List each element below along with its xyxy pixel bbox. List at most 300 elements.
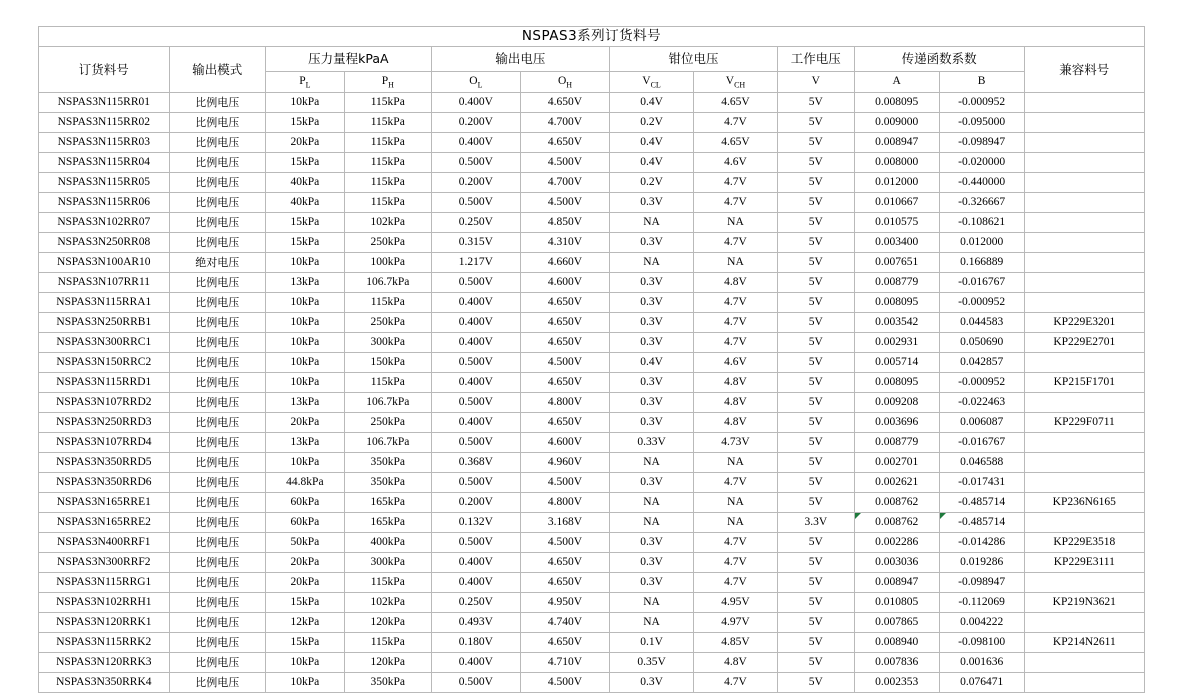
cell-order-no: NSPAS3N165RRE1 (39, 493, 170, 513)
cell-order-no: NSPAS3N115RRG1 (39, 573, 170, 593)
cell-compatible-no: KP236N6165 (1024, 493, 1144, 513)
cell-vch: NA (694, 213, 778, 233)
cell-oh: 4.500V (520, 473, 609, 493)
cell-output-mode: 比例电压 (169, 513, 265, 533)
table-row (39, 233, 1145, 253)
cell-ph: 102kPa (344, 593, 431, 613)
cell-pl: 10kPa (265, 313, 344, 333)
cell-ph: 115kPa (344, 173, 431, 193)
cell-coeff-a: 0.008095 (854, 373, 939, 393)
cell-vcl: NA (610, 593, 694, 613)
cell-working-voltage: 5V (777, 473, 854, 493)
cell-oh: 4.650V (520, 93, 609, 113)
cell-ol: 0.400V (431, 93, 520, 113)
cell-working-voltage: 5V (777, 593, 854, 613)
cell-ph: 400kPa (344, 533, 431, 553)
cell-order-no: NSPAS3N120RRK3 (39, 653, 170, 673)
cell-coeff-a: 0.003696 (854, 413, 939, 433)
cell-order-no: NSPAS3N165RRE2 (39, 513, 170, 533)
cell-pl: 50kPa (265, 533, 344, 553)
cell-ph: 106.7kPa (344, 393, 431, 413)
cell-ol: 0.200V (431, 113, 520, 133)
cell-order-no: NSPAS3N100AR10 (39, 253, 170, 273)
cell-compatible-no (1024, 93, 1144, 113)
cell-vcl: 0.3V (610, 193, 694, 213)
cell-ol: 0.400V (431, 373, 520, 393)
cell-output-mode: 比例电压 (169, 373, 265, 393)
table-row (39, 133, 1145, 153)
cell-order-no: NSPAS3N115RRA1 (39, 293, 170, 313)
cell-coeff-a: 0.003400 (854, 233, 939, 253)
cell-ol: 0.400V (431, 413, 520, 433)
cell-pl: 13kPa (265, 433, 344, 453)
cell-compatible-no: KP215F1701 (1024, 373, 1144, 393)
cell-ol: 0.180V (431, 633, 520, 653)
cell-working-voltage: 5V (777, 613, 854, 633)
cell-ph: 250kPa (344, 233, 431, 253)
cell-vch: 4.73V (694, 433, 778, 453)
cell-vcl: 0.3V (610, 313, 694, 333)
cell-vch: 4.7V (694, 293, 778, 313)
cell-oh: 4.650V (520, 633, 609, 653)
cell-working-voltage: 5V (777, 333, 854, 353)
table-row (39, 293, 1145, 313)
cell-vcl: 0.33V (610, 433, 694, 453)
cell-ph: 350kPa (344, 673, 431, 693)
cell-order-no: NSPAS3N115RRK2 (39, 633, 170, 653)
cell-ph: 350kPa (344, 473, 431, 493)
cell-oh: 4.650V (520, 333, 609, 353)
cell-vcl: 0.2V (610, 113, 694, 133)
cell-working-voltage: 5V (777, 453, 854, 473)
cell-pl: 10kPa (265, 253, 344, 273)
cell-coeff-a: 0.008762 (854, 513, 939, 533)
cell-vcl: 0.2V (610, 173, 694, 193)
cell-compatible-no (1024, 473, 1144, 493)
cell-coeff-a: 0.010667 (854, 193, 939, 213)
cell-pl: 44.8kPa (265, 473, 344, 493)
cell-coeff-a: 0.002353 (854, 673, 939, 693)
cell-ol: 0.250V (431, 213, 520, 233)
cell-ol: 0.500V (431, 153, 520, 173)
cell-ol: 0.500V (431, 473, 520, 493)
cell-compatible-no: KP229E3201 (1024, 313, 1144, 333)
cell-order-no: NSPAS3N115RR01 (39, 93, 170, 113)
cell-compatible-no: KP219N3621 (1024, 593, 1144, 613)
cell-ph: 115kPa (344, 573, 431, 593)
table-row (39, 673, 1145, 693)
table-row (39, 193, 1145, 213)
cell-coeff-a: 0.008762 (854, 493, 939, 513)
cell-vch: 4.7V (694, 333, 778, 353)
cell-coeff-a: 0.008940 (854, 633, 939, 653)
cell-pl: 10kPa (265, 673, 344, 693)
cell-ol: 0.500V (431, 433, 520, 453)
cell-output-mode: 比例电压 (169, 673, 265, 693)
cell-working-voltage: 5V (777, 293, 854, 313)
cell-oh: 4.650V (520, 573, 609, 593)
cell-vch: 4.7V (694, 313, 778, 333)
cell-working-voltage: 5V (777, 533, 854, 553)
cell-ph: 120kPa (344, 613, 431, 633)
cell-compatible-no (1024, 133, 1144, 153)
cell-coeff-b: 0.046588 (939, 453, 1024, 473)
cell-coeff-b: 0.166889 (939, 253, 1024, 273)
cell-coeff-a: 0.012000 (854, 173, 939, 193)
cell-vcl: NA (610, 253, 694, 273)
cell-pl: 10kPa (265, 353, 344, 373)
cell-coeff-b: 0.012000 (939, 233, 1024, 253)
cell-order-no: NSPAS3N115RRD1 (39, 373, 170, 393)
table-row (39, 613, 1145, 633)
cell-working-voltage: 5V (777, 153, 854, 173)
cell-compatible-no (1024, 293, 1144, 313)
cell-vcl: 0.3V (610, 473, 694, 493)
cell-oh: 4.660V (520, 253, 609, 273)
cell-ol: 0.200V (431, 173, 520, 193)
cell-working-voltage: 5V (777, 573, 854, 593)
cell-ol: 1.217V (431, 253, 520, 273)
cell-output-mode: 比例电压 (169, 353, 265, 373)
cell-working-voltage: 5V (777, 313, 854, 333)
cell-working-voltage: 5V (777, 393, 854, 413)
cell-vcl: 0.4V (610, 93, 694, 113)
cell-output-mode: 比例电压 (169, 653, 265, 673)
cell-output-mode: 比例电压 (169, 233, 265, 253)
cell-coeff-b: -0.098947 (939, 133, 1024, 153)
cell-output-mode: 比例电压 (169, 633, 265, 653)
cell-oh: 4.650V (520, 553, 609, 573)
cell-coeff-a: 0.007651 (854, 253, 939, 273)
cell-vcl: NA (610, 513, 694, 533)
header-vcl: $V_{CL}$ (610, 71, 694, 92)
cell-pl: 20kPa (265, 573, 344, 593)
order-number-table (38, 26, 1145, 693)
cell-vcl: NA (610, 613, 694, 633)
cell-order-no: NSPAS3N115RR03 (39, 133, 170, 153)
cell-output-mode: 比例电压 (169, 573, 265, 593)
cell-compatible-no (1024, 453, 1144, 473)
cell-vcl: NA (610, 493, 694, 513)
cell-pl: 15kPa (265, 593, 344, 613)
cell-order-no: NSPAS3N250RRB1 (39, 313, 170, 333)
cell-pl: 15kPa (265, 153, 344, 173)
cell-ol: 0.400V (431, 133, 520, 153)
cell-ol: 0.500V (431, 353, 520, 373)
cell-vcl: 0.3V (610, 573, 694, 593)
cell-pl: 20kPa (265, 133, 344, 153)
cell-ph: 115kPa (344, 373, 431, 393)
cell-vcl: 0.3V (610, 533, 694, 553)
cell-output-mode: 比例电压 (169, 393, 265, 413)
cell-coeff-a: 0.008095 (854, 93, 939, 113)
cell-output-mode: 比例电压 (169, 153, 265, 173)
cell-oh: 4.700V (520, 173, 609, 193)
cell-vch: 4.8V (694, 413, 778, 433)
cell-coeff-a: 0.002621 (854, 473, 939, 493)
table-body (39, 93, 1145, 693)
table-row (39, 253, 1145, 273)
cell-ph: 300kPa (344, 553, 431, 573)
table-row (39, 473, 1145, 493)
table-row (39, 493, 1145, 513)
cell-working-voltage: 5V (777, 173, 854, 193)
cell-oh: 4.500V (520, 153, 609, 173)
cell-order-no: NSPAS3N115RR04 (39, 153, 170, 173)
cell-output-mode: 比例电压 (169, 613, 265, 633)
cell-ph: 115kPa (344, 153, 431, 173)
cell-coeff-b: 0.050690 (939, 333, 1024, 353)
cell-oh: 4.800V (520, 393, 609, 413)
cell-ph: 165kPa (344, 493, 431, 513)
cell-compatible-no: KP229F0711 (1024, 413, 1144, 433)
cell-coeff-b: -0.017431 (939, 473, 1024, 493)
cell-pl: 15kPa (265, 213, 344, 233)
cell-pl: 20kPa (265, 553, 344, 573)
cell-compatible-no (1024, 513, 1144, 533)
cell-pl: 10kPa (265, 293, 344, 313)
cell-order-no: NSPAS3N102RR07 (39, 213, 170, 233)
cell-output-mode: 比例电压 (169, 133, 265, 153)
cell-oh: 4.600V (520, 433, 609, 453)
cell-coeff-b: -0.016767 (939, 273, 1024, 293)
header-a: A (854, 71, 939, 92)
header-ph: $P_H$ (344, 71, 431, 92)
header-oh: $O_H$ (520, 71, 609, 92)
cell-vcl: 0.3V (610, 413, 694, 433)
table-title: NSPAS3系列订货料号 (39, 27, 1145, 47)
cell-vch: 4.6V (694, 153, 778, 173)
cell-order-no: NSPAS3N115RR02 (39, 113, 170, 133)
table-row (39, 533, 1145, 553)
cell-order-no: NSPAS3N350RRD6 (39, 473, 170, 493)
cell-pl: 15kPa (265, 233, 344, 253)
cell-order-no: NSPAS3N300RRC1 (39, 333, 170, 353)
cell-output-mode: 比例电压 (169, 293, 265, 313)
table-row (39, 633, 1145, 653)
cell-ol: 0.400V (431, 333, 520, 353)
cell-working-voltage: 5V (777, 273, 854, 293)
header-transfer-coeff: 传递函数系数 (854, 47, 1024, 72)
table-row (39, 153, 1145, 173)
table-row (39, 113, 1145, 133)
cell-output-mode: 比例电压 (169, 593, 265, 613)
cell-coeff-b: -0.022463 (939, 393, 1024, 413)
cell-compatible-no (1024, 113, 1144, 133)
cell-vcl: 0.4V (610, 353, 694, 373)
cell-pl: 20kPa (265, 413, 344, 433)
cell-ol: 0.368V (431, 453, 520, 473)
cell-coeff-b: -0.326667 (939, 193, 1024, 213)
cell-working-voltage: 5V (777, 93, 854, 113)
cell-ph: 150kPa (344, 353, 431, 373)
cell-ol: 0.250V (431, 593, 520, 613)
cell-pl: 13kPa (265, 393, 344, 413)
table-row (39, 213, 1145, 233)
cell-compatible-no (1024, 153, 1144, 173)
cell-pl: 10kPa (265, 453, 344, 473)
header-clamp-voltage: 钳位电压 (610, 47, 778, 72)
cell-order-no: NSPAS3N107RRD4 (39, 433, 170, 453)
cell-ph: 250kPa (344, 313, 431, 333)
cell-coeff-a: 0.008000 (854, 153, 939, 173)
cell-oh: 4.710V (520, 653, 609, 673)
cell-output-mode: 比例电压 (169, 333, 265, 353)
cell-coeff-b: 0.001636 (939, 653, 1024, 673)
cell-order-no: NSPAS3N150RRC2 (39, 353, 170, 373)
cell-vch: 4.65V (694, 133, 778, 153)
cell-coeff-b: -0.020000 (939, 153, 1024, 173)
cell-ol: 0.315V (431, 233, 520, 253)
cell-coeff-a: 0.008779 (854, 273, 939, 293)
cell-order-no: NSPAS3N120RRK1 (39, 613, 170, 633)
cell-coeff-b: -0.000952 (939, 293, 1024, 313)
cell-working-voltage: 5V (777, 633, 854, 653)
cell-coeff-a: 0.002286 (854, 533, 939, 553)
cell-coeff-a: 0.003542 (854, 313, 939, 333)
cell-output-mode: 比例电压 (169, 413, 265, 433)
cell-oh: 4.650V (520, 293, 609, 313)
cell-coeff-b: 0.044583 (939, 313, 1024, 333)
cell-pl: 40kPa (265, 193, 344, 213)
cell-ph: 115kPa (344, 633, 431, 653)
cell-pl: 15kPa (265, 633, 344, 653)
cell-ph: 100kPa (344, 253, 431, 273)
cell-vch: NA (694, 453, 778, 473)
cell-order-no: NSPAS3N107RR11 (39, 273, 170, 293)
cell-pl: 60kPa (265, 513, 344, 533)
cell-ol: 0.400V (431, 653, 520, 673)
cell-ol: 0.400V (431, 313, 520, 333)
cell-coeff-b: -0.014286 (939, 533, 1024, 553)
cell-pl: 10kPa (265, 653, 344, 673)
cell-coeff-b: -0.016767 (939, 433, 1024, 453)
cell-coeff-a: 0.007865 (854, 613, 939, 633)
cell-working-voltage: 5V (777, 133, 854, 153)
cell-oh: 4.310V (520, 233, 609, 253)
cell-vcl: 0.4V (610, 153, 694, 173)
cell-working-voltage: 5V (777, 233, 854, 253)
table-row (39, 313, 1145, 333)
cell-pl: 12kPa (265, 613, 344, 633)
cell-vcl: 0.3V (610, 393, 694, 413)
cell-compatible-no (1024, 233, 1144, 253)
table-row (39, 553, 1145, 573)
cell-compatible-no (1024, 393, 1144, 413)
cell-compatible-no: KP229E2701 (1024, 333, 1144, 353)
cell-pl: 10kPa (265, 93, 344, 113)
cell-working-voltage: 5V (777, 353, 854, 373)
cell-vch: 4.8V (694, 393, 778, 413)
cell-vch: 4.8V (694, 273, 778, 293)
cell-vch: 4.8V (694, 653, 778, 673)
cell-output-mode: 比例电压 (169, 193, 265, 213)
cell-pl: 13kPa (265, 273, 344, 293)
cell-ol: 0.200V (431, 493, 520, 513)
cell-vcl: 0.3V (610, 673, 694, 693)
cell-output-mode: 比例电压 (169, 473, 265, 493)
cell-vcl: 0.3V (610, 233, 694, 253)
cell-output-mode: 比例电压 (169, 93, 265, 113)
cell-working-voltage: 5V (777, 253, 854, 273)
cell-vch: 4.65V (694, 93, 778, 113)
cell-coeff-b: 0.076471 (939, 673, 1024, 693)
header-compatible-no: 兼容料号 (1024, 47, 1144, 93)
cell-compatible-no: KP229E3518 (1024, 533, 1144, 553)
cell-compatible-no (1024, 653, 1144, 673)
cell-vch: 4.97V (694, 613, 778, 633)
cell-output-mode: 比例电压 (169, 453, 265, 473)
cell-vcl: 0.3V (610, 293, 694, 313)
cell-ol: 0.500V (431, 533, 520, 553)
cell-compatible-no (1024, 173, 1144, 193)
cell-compatible-no (1024, 573, 1144, 593)
cell-ph: 115kPa (344, 93, 431, 113)
cell-order-no: NSPAS3N400RRF1 (39, 533, 170, 553)
cell-working-voltage: 5V (777, 653, 854, 673)
cell-coeff-a: 0.002931 (854, 333, 939, 353)
cell-working-voltage: 5V (777, 493, 854, 513)
cell-coeff-a: 0.008779 (854, 433, 939, 453)
cell-pl: 60kPa (265, 493, 344, 513)
cell-output-mode: 比例电压 (169, 113, 265, 133)
cell-compatible-no (1024, 193, 1144, 213)
cell-vch: 4.7V (694, 573, 778, 593)
cell-pl: 10kPa (265, 373, 344, 393)
header-ol: $O_L$ (431, 71, 520, 92)
cell-oh: 4.960V (520, 453, 609, 473)
cell-order-no: NSPAS3N102RRH1 (39, 593, 170, 613)
cell-vch: 4.7V (694, 173, 778, 193)
cell-vcl: 0.3V (610, 273, 694, 293)
cell-output-mode: 绝对电压 (169, 253, 265, 273)
cell-coeff-a: 0.008095 (854, 293, 939, 313)
cell-coeff-b: 0.004222 (939, 613, 1024, 633)
cell-coeff-a: 0.008947 (854, 133, 939, 153)
cell-ph: 115kPa (344, 113, 431, 133)
cell-compatible-no (1024, 213, 1144, 233)
cell-vcl: 0.3V (610, 333, 694, 353)
cell-compatible-no (1024, 673, 1144, 693)
table-row (39, 93, 1145, 113)
cell-vch: 4.85V (694, 633, 778, 653)
table-row (39, 173, 1145, 193)
cell-output-mode: 比例电压 (169, 213, 265, 233)
table-row (39, 393, 1145, 413)
cell-ol: 0.400V (431, 553, 520, 573)
cell-order-no: NSPAS3N350RRD5 (39, 453, 170, 473)
table-row (39, 433, 1145, 453)
cell-vcl: 0.4V (610, 133, 694, 153)
cell-oh: 4.850V (520, 213, 609, 233)
header-row-group (39, 47, 1145, 72)
cell-coeff-a: 0.007836 (854, 653, 939, 673)
table-row (39, 573, 1145, 593)
cell-pl: 10kPa (265, 333, 344, 353)
cell-vch: NA (694, 513, 778, 533)
cell-compatible-no: KP229E3111 (1024, 553, 1144, 573)
cell-vcl: 0.1V (610, 633, 694, 653)
cell-ph: 106.7kPa (344, 273, 431, 293)
cell-ph: 250kPa (344, 413, 431, 433)
cell-vcl: NA (610, 213, 694, 233)
header-b: B (939, 71, 1024, 92)
table-row (39, 353, 1145, 373)
table-row (39, 273, 1145, 293)
header-pressure-range: 压力量程kPaA (265, 47, 431, 72)
cell-oh: 4.700V (520, 113, 609, 133)
cell-oh: 4.650V (520, 313, 609, 333)
